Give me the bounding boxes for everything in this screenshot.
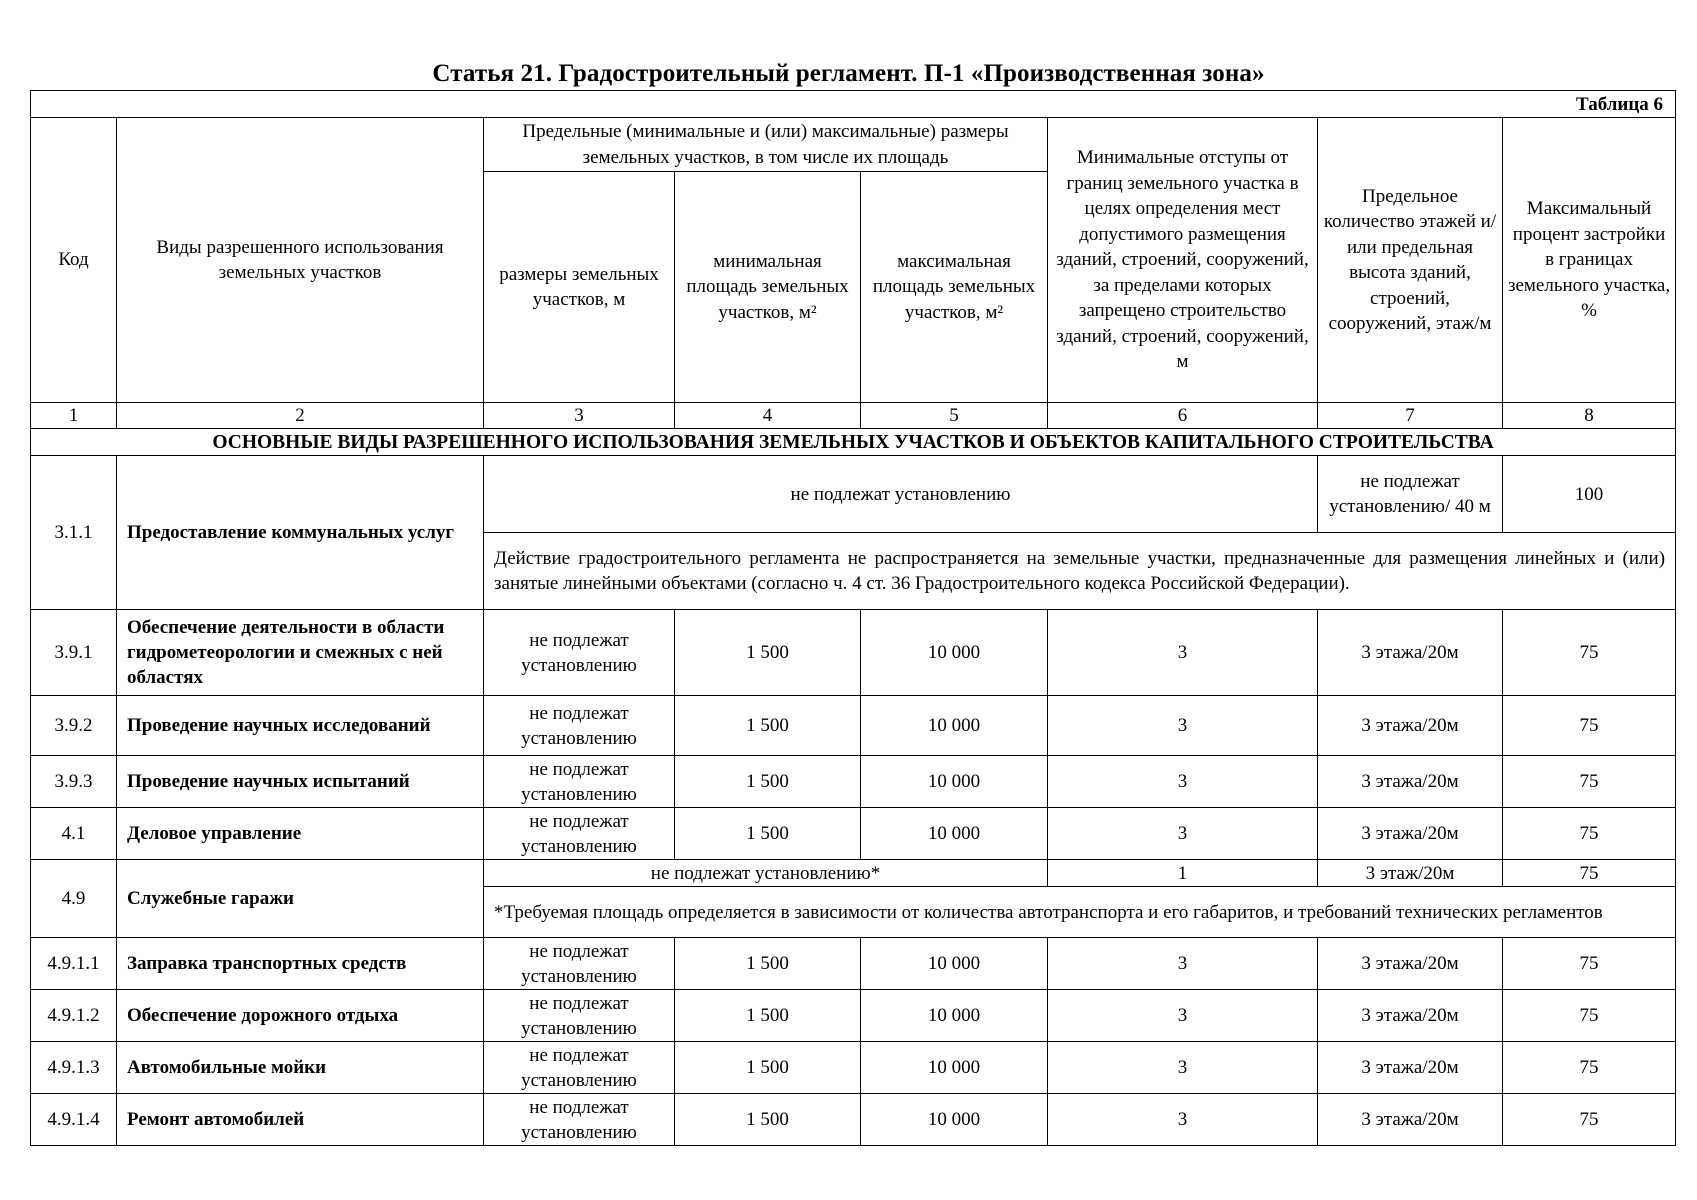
- header-row-1: [31, 118, 1676, 172]
- header-max-area: максимальная площадь земельных участков, м²: [861, 172, 1048, 403]
- table-row: [31, 1042, 1676, 1094]
- row-floors: не подлежат установлению/ 40 м: [1318, 456, 1503, 533]
- row-coverage: 100: [1503, 456, 1676, 533]
- row-max-area: 10 000: [861, 938, 1048, 990]
- row-setback: 3: [1048, 990, 1318, 1042]
- row-setback: 3: [1048, 696, 1318, 756]
- row-max-area: 10 000: [861, 1094, 1048, 1146]
- row-min-area: 1 500: [675, 990, 861, 1042]
- row-use-name: Обеспечение деятельности в области гидрометеорологии и смежных с ней областях: [117, 610, 484, 696]
- row-coverage: 75: [1503, 990, 1676, 1042]
- section-row: [31, 429, 1676, 456]
- page-title: Статья 21. Градостроительный регламент. П-1 «Производственная зона»: [432, 60, 1265, 87]
- column-number: 1: [31, 403, 117, 429]
- row-setback: 3: [1048, 610, 1318, 696]
- row-min-area: 1 500: [675, 808, 861, 860]
- row-code: 3.9.2: [31, 696, 117, 756]
- table-row: [31, 756, 1676, 808]
- merged-not-established: не подлежат установлению*: [484, 860, 1048, 887]
- header-code: Код: [31, 118, 117, 403]
- table-row: [31, 808, 1676, 860]
- row-code: 4.9.1.3: [31, 1042, 117, 1094]
- column-number: 8: [1503, 403, 1676, 429]
- row-plot-size: не подлежат установлению: [484, 990, 675, 1042]
- row-max-area: 10 000: [861, 1042, 1048, 1094]
- header-plot-limits-group: Предельные (минимальные и (или) максимальные) размеры земельных участков, в том числе их площадь: [484, 118, 1048, 172]
- row-floors: 3 этажа/20м: [1318, 808, 1503, 860]
- section-title: ОСНОВНЫЕ ВИДЫ РАЗРЕШЕННОГО ИСПОЛЬЗОВАНИЯ ЗЕМЕЛЬНЫХ УЧАСТКОВ И ОБЪЕКТОВ КАПИТАЛЬНОГО СТРОИТЕЛЬСТВА: [31, 429, 1676, 456]
- row-max-area: 10 000: [861, 990, 1048, 1042]
- row-use-name: Автомобильные мойки: [117, 1042, 484, 1094]
- table-row: [31, 938, 1676, 990]
- row-floors: 3 этажа/20м: [1318, 990, 1503, 1042]
- header-use-type: Виды разрешенного использования земельных участков: [117, 118, 484, 403]
- column-number-row: [31, 403, 1676, 429]
- table-row: [31, 1094, 1676, 1146]
- row-floors: 3 этажа/20м: [1318, 696, 1503, 756]
- row-code: 4.9.1.2: [31, 990, 117, 1042]
- row-use-name: Обеспечение дорожного отдыха: [117, 990, 484, 1042]
- row-use-name: Деловое управление: [117, 808, 484, 860]
- table-caption: Таблица 6: [31, 91, 1676, 118]
- row-use-name: Предоставление коммунальных услуг: [117, 456, 484, 610]
- table-row: [31, 860, 1676, 887]
- table-row: [31, 610, 1676, 696]
- row-code: 4.9.1.4: [31, 1094, 117, 1146]
- row-code: 3.9.1: [31, 610, 117, 696]
- row-max-area: 10 000: [861, 756, 1048, 808]
- column-number: 2: [117, 403, 484, 429]
- header-floors: Предельное количество этажей и/или предельная высота зданий, строений, сооружений, этаж/м: [1318, 118, 1503, 403]
- row-use-name: Служебные гаражи: [117, 860, 484, 938]
- row-min-area: 1 500: [675, 1094, 861, 1146]
- row-plot-size: не подлежат установлению: [484, 756, 675, 808]
- header-plot-size: размеры земельных участков, м: [484, 172, 675, 403]
- row-note: Действие градостроительного регламента не распространяется на земельные участки, предназначенные для размещения линейных и (или) занятые линейными объектами (согласно ч. 4 ст. 36 Градостроительного кодекса Российской Федерации).: [484, 533, 1676, 610]
- row-min-area: 1 500: [675, 696, 861, 756]
- table-row: [31, 696, 1676, 756]
- row-setback: 3: [1048, 1094, 1318, 1146]
- row-floors: 3 этаж/20м: [1318, 860, 1503, 887]
- row-code: 4.9.1.1: [31, 938, 117, 990]
- row-floors: 3 этажа/20м: [1318, 938, 1503, 990]
- row-plot-size: не подлежат установлению: [484, 696, 675, 756]
- row-setback: 3: [1048, 756, 1318, 808]
- row-min-area: 1 500: [675, 756, 861, 808]
- row-use-name: Ремонт автомобилей: [117, 1094, 484, 1146]
- column-number: 5: [861, 403, 1048, 429]
- regulation-table: [30, 90, 1676, 1146]
- column-number: 4: [675, 403, 861, 429]
- row-min-area: 1 500: [675, 938, 861, 990]
- row-coverage: 75: [1503, 1094, 1676, 1146]
- row-use-name: Проведение научных испытаний: [117, 756, 484, 808]
- row-use-name: Заправка транспортных средств: [117, 938, 484, 990]
- row-note: *Требуемая площадь определяется в зависимости от количества автотранспорта и его габаритов, и требований технических регламентов: [484, 887, 1676, 938]
- row-plot-size: не подлежат установлению: [484, 808, 675, 860]
- row-coverage: 75: [1503, 756, 1676, 808]
- row-plot-size: не подлежат установлению: [484, 938, 675, 990]
- column-number: 3: [484, 403, 675, 429]
- merged-not-established: не подлежат установлению: [484, 456, 1318, 533]
- header-setbacks: Минимальные отступы от границ земельного участка в целях определения мест допустимого размещения зданий, строений, сооружений, за пределами которых запрещено строительство зданий, строений, сооружений, м: [1048, 118, 1318, 403]
- row-min-area: 1 500: [675, 1042, 861, 1094]
- row-setback: 3: [1048, 938, 1318, 990]
- row-setback: 1: [1048, 860, 1318, 887]
- header-coverage: Максимальный процент застройки в границах земельного участка, %: [1503, 118, 1676, 403]
- row-floors: 3 этажа/20м: [1318, 756, 1503, 808]
- column-number: 7: [1318, 403, 1503, 429]
- row-floors: 3 этажа/20м: [1318, 1042, 1503, 1094]
- row-max-area: 10 000: [861, 610, 1048, 696]
- row-code: 3.1.1: [31, 456, 117, 610]
- header-min-area: минимальная площадь земельных участков, м²: [675, 172, 861, 403]
- row-max-area: 10 000: [861, 696, 1048, 756]
- row-coverage: 75: [1503, 808, 1676, 860]
- row-plot-size: не подлежат установлению: [484, 610, 675, 696]
- row-coverage: 75: [1503, 938, 1676, 990]
- table-row: [31, 456, 1676, 533]
- row-min-area: 1 500: [675, 610, 861, 696]
- caption-row: [31, 91, 1676, 118]
- row-plot-size: не подлежат установлению: [484, 1042, 675, 1094]
- row-coverage: 75: [1503, 696, 1676, 756]
- row-plot-size: не подлежат установлению: [484, 1094, 675, 1146]
- row-floors: 3 этажа/20м: [1318, 1094, 1503, 1146]
- column-number: 6: [1048, 403, 1318, 429]
- row-setback: 3: [1048, 1042, 1318, 1094]
- row-code: 4.1: [31, 808, 117, 860]
- row-code: 4.9: [31, 860, 117, 938]
- row-floors: 3 этажа/20м: [1318, 610, 1503, 696]
- row-code: 3.9.3: [31, 756, 117, 808]
- row-use-name: Проведение научных исследований: [117, 696, 484, 756]
- row-max-area: 10 000: [861, 808, 1048, 860]
- table-row: [31, 990, 1676, 1042]
- row-setback: 3: [1048, 808, 1318, 860]
- row-coverage: 75: [1503, 610, 1676, 696]
- row-coverage: 75: [1503, 860, 1676, 887]
- row-coverage: 75: [1503, 1042, 1676, 1094]
